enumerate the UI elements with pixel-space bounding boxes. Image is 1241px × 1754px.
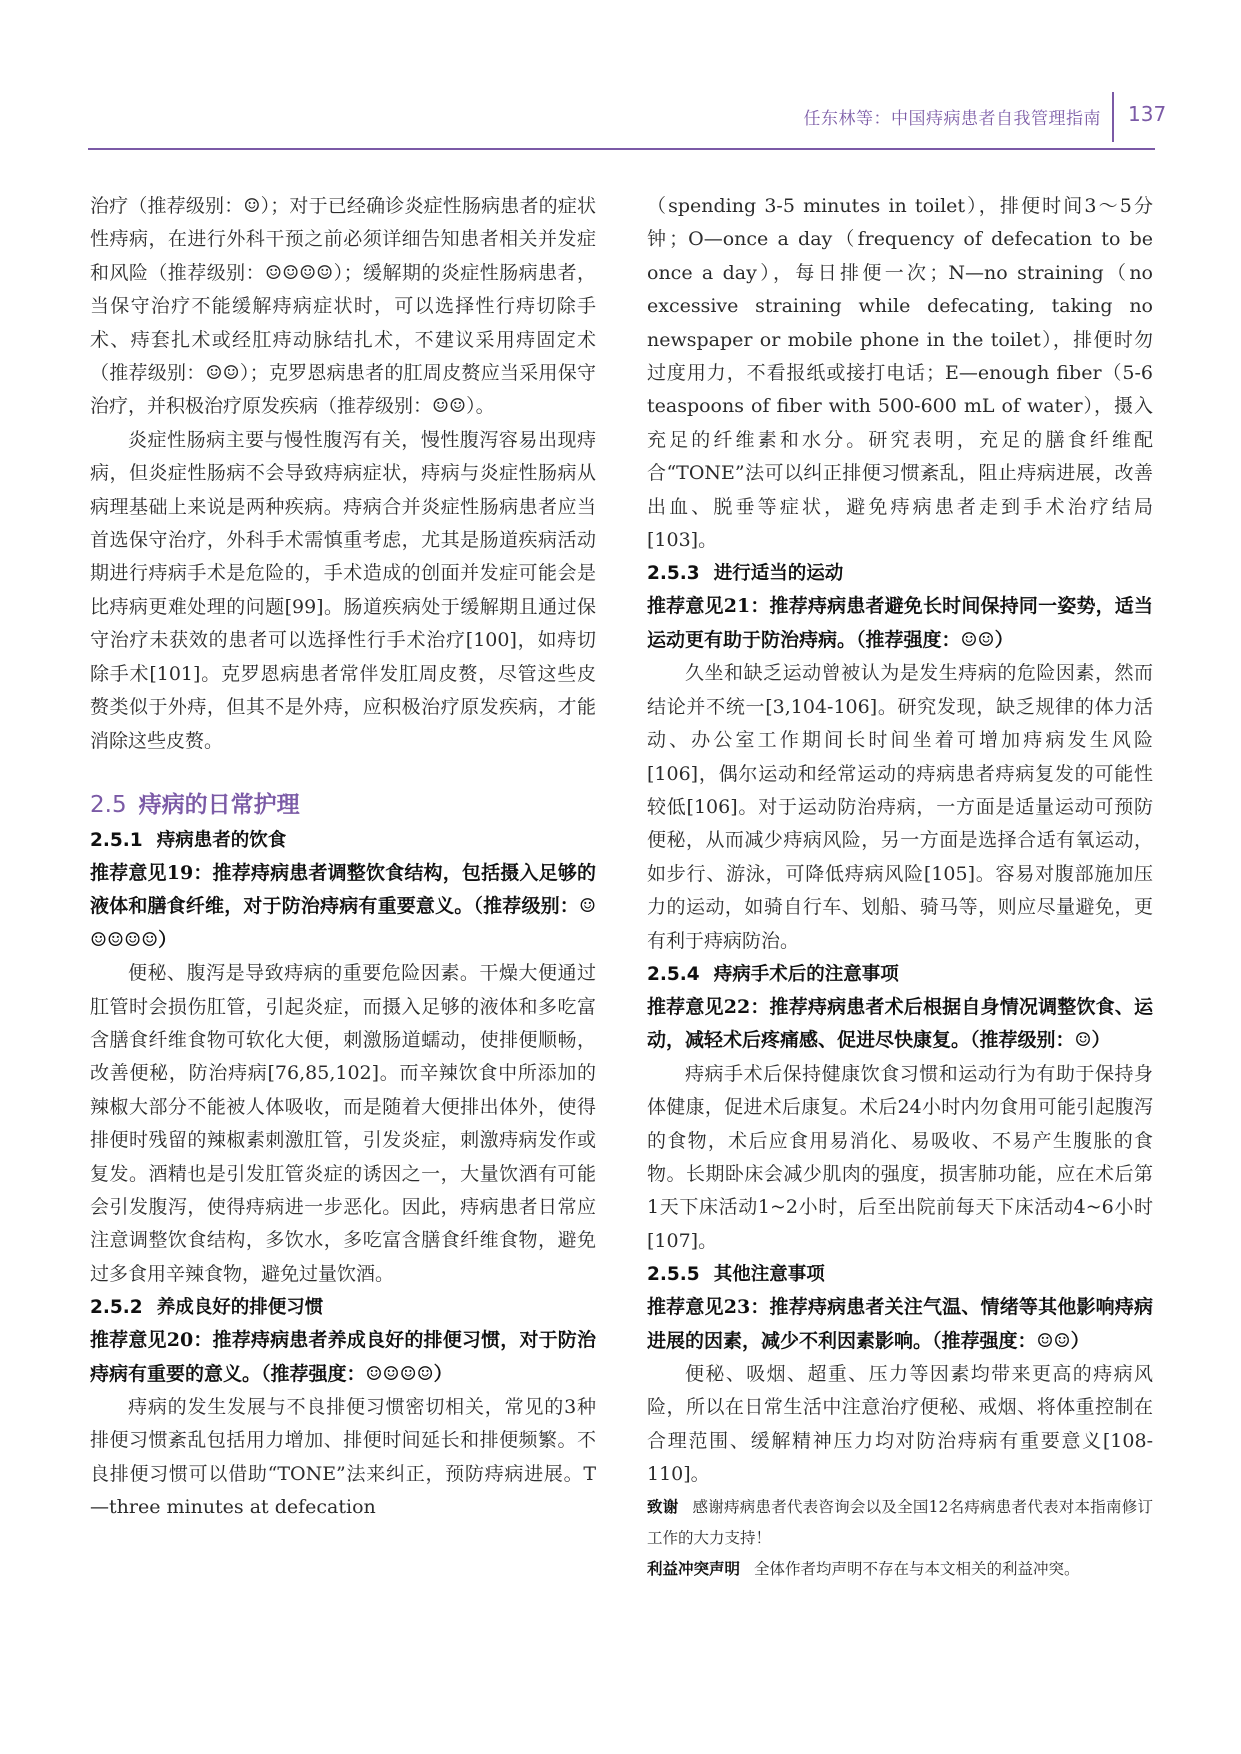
conflict-of-interest-label: 利益冲突声明 (647, 1559, 741, 1578)
subsection-title: 进行适当的运动 (713, 563, 844, 585)
subsection-number: 2.5.1 (90, 829, 143, 851)
paragraph: 痔病手术后保持健康饮食习惯和运动行为有助于保持身体健康，促进术后康复。术后24小时内勿食用可能引起腹泻的食物，术后应食用易消化、易吸收、不易产生腹胀的食物。长期卧床会减少肌肉的强度，损害肺功能，应在术后第1天下床活动1~2小时，后至出院前每天下床活动4~6小时[107]。 (647, 1062, 1153, 1252)
paragraph: 久坐和缺乏运动曾被认为是发生痔病的危险因素，然而结论并不统一[3,104-106]。研究发现，缺乏规律的体力活动、办公室工作期间长时间坐着可增加痔病发生风险[106]，偶尔运动和经常运动的痔病患者痔病复发的可能性较低[106]。对于运动防治痔病，一方面是适量运动可预防便秘，从而减少痔病风险，另一方面是选择合适有氧运动，如步行、游泳，可降低痔病风险[105]。容易对腹部施加压力的运动，如骑自行车、划船、骑马等，则应尽量避免，更有利于痔病防治。 (647, 662, 1153, 952)
acknowledgement (647, 1492, 1153, 1554)
conflict-of-interest-text: 全体作者均声明不存在与本文相关的利益冲突。 (754, 1559, 1080, 1578)
subsection-number: 2.5.4 (647, 963, 700, 985)
right-column (647, 190, 1153, 1660)
recommendation: 推荐意见21：推荐痔病患者避免长时间保持同一姿势，适当运动更有助于防治痔病。（推荐强度：☺☺） (647, 595, 1153, 651)
header-rule (88, 148, 1155, 150)
paragraph: 治疗（推荐级别：☺）；对于已经确诊炎症性肠病患者的症状性痔病，在进行外科干预之前必须详细告知患者相关并发症和风险（推荐级别：☺☺☺☺）；缓解期的炎症性肠病患者，当保守治疗不能缓解痔病症状时，可以选择性行痔切除手术、痔套扎术或经肛痔动脉结扎术，不建议采用痔固定术（推荐级别：☺☺）；克罗恩病患者的肛周皮赘应当采用保守治疗，并积极治疗原发疾病（推荐级别：☺☺）。 (90, 195, 596, 418)
paragraph: 便秘、吸烟、超重、压力等因素均带来更高的痔病风险，所以在日常生活中注意治疗便秘、戒烟、将体重控制在合理范围、缓解精神压力均对防治痔病有重要意义[108-110]。 (647, 1363, 1153, 1486)
subsection-title: 痔病患者的饮食 (156, 829, 287, 851)
header-divider (1112, 92, 1114, 142)
paragraph: 便秘、腹泻是导致痔病的重要危险因素。干燥大便通过肛管时会损伤肛管，引起炎症，而摄入足够的液体和多吃富含膳食纤维食物可软化大便，刺激肠道蠕动，使排便顺畅，改善便秘，防治痔病[76,85,102]。而辛辣饮食中所添加的辣椒大部分不能被人体吸收，而是随着大便排出体外，使得排便时残留的辣椒素刺激肛管，引发炎症，刺激痔病发作或复发。酒精也是引发肛管炎症的诱因之一，大量饮酒有可能会引发腹泻，使得痔病进一步恶化。因此，痔病患者日常应注意调整饮食结构，多饮水，多吃富含膳食纤维食物，避免过多食用辛辣食物，避免过量饮酒。 (90, 962, 596, 1285)
subsection-number: 2.5.2 (90, 1297, 143, 1319)
page-header (0, 86, 1241, 150)
paragraph: 炎症性肠病主要与慢性腹泻有关，慢性腹泻容易出现痔病，但炎症性肠病不会导致痔病症状，痔病与炎症性肠病从病理基础上来说是两种疾病。痔病合并炎症性肠病患者应当首选保守治疗，外科手术需慎重考虑，尤其是肠道疾病活动期进行痔病手术是危险的，手术造成的创面并发症可能会是比痔病更难处理的问题[99]。肠道疾病处于缓解期且通过保守治疗未获效的患者可以选择性行手术治疗[100]，如痔切除手术[101]。克罗恩病患者常伴发肛周皮赘，尽管这些皮赘类似于外痔，但其不是外痔，应积极治疗原发疾病，才能消除这些皮赘。 (90, 428, 596, 752)
recommendation: 推荐意见20：推荐痔病患者养成良好的排便习惯，对于防治痔病有重要的意义。（推荐强度：☺☺☺☺） (90, 1329, 596, 1385)
subsection-heading (647, 958, 1153, 991)
left-column (90, 190, 596, 1660)
subsection-title: 养成良好的排便习惯 (156, 1297, 324, 1319)
subsection-heading (647, 557, 1153, 590)
running-title: 任东林等：中国痔病患者自我管理指南 (803, 109, 1101, 129)
paragraph: 痔病的发生发展与不良排便习惯密切相关，常见的3种排便习惯紊乱包括用力增加、排便时间延长和排便频繁。不良排便习惯可以借助“TONE”法来纠正，预防痔病进展。T—three minutes at defecation (90, 1396, 596, 1519)
section-heading (90, 786, 596, 824)
acknowledgement-text: 感谢痔病患者代表咨询会以及全国12名痔病患者代表对本指南修订工作的大力支持！ (647, 1497, 1153, 1547)
subsection-number: 2.5.5 (647, 1264, 700, 1286)
subsection-title: 其他注意事项 (713, 1264, 825, 1286)
subsection-number: 2.5.3 (647, 563, 700, 585)
subsection-title: 痔病手术后的注意事项 (713, 963, 899, 985)
acknowledgement-label: 致谢 (647, 1497, 679, 1516)
section-title: 痔病的日常护理 (138, 791, 300, 818)
subsection-heading (90, 1291, 596, 1324)
conflict-of-interest (647, 1554, 1153, 1585)
recommendation: 推荐意见19：推荐痔病患者调整饮食结构，包括摄入足够的液体和膳食纤维，对于防治痔病有重要意义。（推荐级别：☺☺☺☺☺） (90, 861, 596, 951)
subsection-heading (90, 824, 596, 857)
paragraph: （spending 3-5 minutes in toilet），排便时间3～5分钟；O—once a day（frequency of defecation to be once a day），每日排便一次；N—no straining（no excessive straining while defecating, taking no newspaper or mobile phone in the toilet），排便时勿过度用力，不看报纸或接打电话；E—enough fiber（5-6 teaspoons of fiber with 500-600 mL of water），摄入充足的纤维素和水分。研究表明，充足的膳食纤维配合“TONE”法可以纠正排便习惯紊乱，阻止痔病进展，改善出血、脱垂等症状，避免痔病患者走到手术治疗结局[103]。 (647, 195, 1153, 552)
subsection-heading (647, 1258, 1153, 1291)
recommendation: 推荐意见22：推荐痔病患者术后根据自身情况调整饮食、运动，减轻术后疼痛感、促进尽快康复。（推荐级别：☺） (647, 995, 1153, 1052)
page-number: 137 (1128, 102, 1167, 126)
section-number: 2.5 (90, 791, 127, 818)
recommendation: 推荐意见23：推荐痔病患者关注气温、情绪等其他影响痔病进展的因素，减少不利因素影响。（推荐强度：☺☺） (647, 1296, 1153, 1352)
